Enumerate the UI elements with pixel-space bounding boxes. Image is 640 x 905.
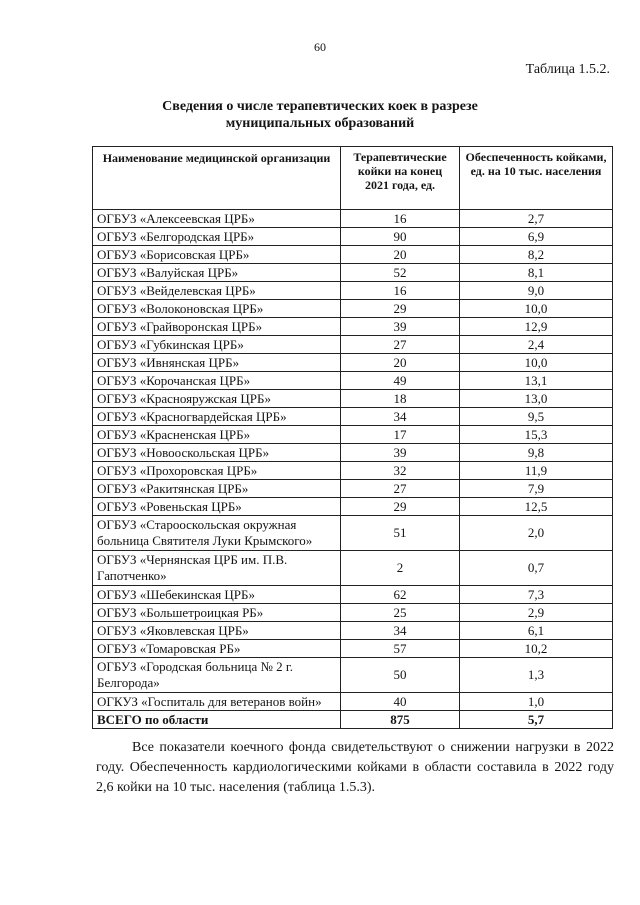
page-number: 60 bbox=[314, 40, 326, 54]
table-row bbox=[93, 354, 613, 372]
cell-name: ОГБУЗ «Ракитянская ЦРБ» bbox=[93, 480, 341, 498]
table-row bbox=[93, 516, 613, 551]
table-row bbox=[93, 640, 613, 658]
table-row bbox=[93, 693, 613, 711]
cell-beds: 18 bbox=[341, 390, 460, 408]
cell-beds: 40 bbox=[341, 693, 460, 711]
cell-name: ОГБУЗ «Старооскольская окружная больница Святителя Луки Крымского» bbox=[93, 516, 341, 551]
cell-name: ОГБУЗ «Вейделевская ЦРБ» bbox=[93, 282, 341, 300]
cell-beds: 51 bbox=[341, 516, 460, 551]
cell-ratio: 6,1 bbox=[460, 622, 613, 640]
cell-beds: 16 bbox=[341, 210, 460, 228]
table-row bbox=[93, 336, 613, 354]
cell-name: ОГБУЗ «Яковлевская ЦРБ» bbox=[93, 622, 341, 640]
cell-ratio: 2,0 bbox=[460, 516, 613, 551]
cell-ratio: 12,9 bbox=[460, 318, 613, 336]
beds-table bbox=[92, 146, 613, 729]
cell-beds: 34 bbox=[341, 408, 460, 426]
cell-name: ОГБУЗ «Красненская ЦРБ» bbox=[93, 426, 341, 444]
table-label: Таблица 1.5.2. bbox=[525, 62, 610, 77]
cell-name: ОГБУЗ «Грайворонская ЦРБ» bbox=[93, 318, 341, 336]
cell-name: ОГБУЗ «Шебекинская ЦРБ» bbox=[93, 586, 341, 604]
cell-ratio: 2,7 bbox=[460, 210, 613, 228]
cell-name: ОГБУЗ «Корочанская ЦРБ» bbox=[93, 372, 341, 390]
cell-name: ОГБУЗ «Алексеевская ЦРБ» bbox=[93, 210, 341, 228]
cell-ratio: 6,9 bbox=[460, 228, 613, 246]
table-row bbox=[93, 551, 613, 586]
cell-ratio: 2,4 bbox=[460, 336, 613, 354]
header-beds: Терапевтические койки на конец 2021 года, ед. bbox=[341, 147, 460, 210]
cell-beds: 29 bbox=[341, 498, 460, 516]
cell-name: ОГБУЗ «Ивнянская ЦРБ» bbox=[93, 354, 341, 372]
cell-beds: 39 bbox=[341, 318, 460, 336]
cell-name: ОГБУЗ «Краснояружская ЦРБ» bbox=[93, 390, 341, 408]
table-row bbox=[93, 282, 613, 300]
cell-beds: 90 bbox=[341, 228, 460, 246]
cell-name: ОГБУЗ «Большетроицкая РБ» bbox=[93, 604, 341, 622]
cell-beds: 25 bbox=[341, 604, 460, 622]
cell-ratio: 0,7 bbox=[460, 551, 613, 586]
cell-ratio: 10,0 bbox=[460, 300, 613, 318]
table-row bbox=[93, 480, 613, 498]
cell-name: ОГБУЗ «Томаровская РБ» bbox=[93, 640, 341, 658]
cell-ratio: 12,5 bbox=[460, 498, 613, 516]
cell-name: ОГБУЗ «Борисовская ЦРБ» bbox=[93, 246, 341, 264]
header-organization: Наименование медицинской организации bbox=[93, 147, 341, 210]
cell-name: ОГБУЗ «Волоконовская ЦРБ» bbox=[93, 300, 341, 318]
cell-name: ОГБУЗ «Городская больница № 2 г. Белгорода» bbox=[93, 658, 341, 693]
cell-name: ОГБУЗ «Губкинская ЦРБ» bbox=[93, 336, 341, 354]
table-row bbox=[93, 622, 613, 640]
cell-name: ОГКУЗ «Госпиталь для ветеранов войн» bbox=[93, 693, 341, 711]
table-row bbox=[93, 318, 613, 336]
cell-ratio: 9,8 bbox=[460, 444, 613, 462]
cell-beds: 27 bbox=[341, 336, 460, 354]
cell-ratio: 13,0 bbox=[460, 390, 613, 408]
cell-ratio: 8,2 bbox=[460, 246, 613, 264]
table-row bbox=[93, 462, 613, 480]
cell-ratio: 10,2 bbox=[460, 640, 613, 658]
table-row bbox=[93, 498, 613, 516]
cell-ratio: 9,5 bbox=[460, 408, 613, 426]
cell-name: ОГБУЗ «Прохоровская ЦРБ» bbox=[93, 462, 341, 480]
cell-name: ОГБУЗ «Валуйская ЦРБ» bbox=[93, 264, 341, 282]
cell-beds: 32 bbox=[341, 462, 460, 480]
table-total-row bbox=[93, 711, 613, 729]
table-header-row bbox=[93, 147, 613, 210]
cell-total-ratio: 5,7 bbox=[460, 711, 613, 729]
cell-beds: 17 bbox=[341, 426, 460, 444]
cell-total-label: ВСЕГО по области bbox=[93, 711, 341, 729]
cell-beds: 39 bbox=[341, 444, 460, 462]
cell-ratio: 13,1 bbox=[460, 372, 613, 390]
table-row bbox=[93, 264, 613, 282]
cell-beds: 50 bbox=[341, 658, 460, 693]
table-row bbox=[93, 372, 613, 390]
cell-beds: 20 bbox=[341, 354, 460, 372]
table-row bbox=[93, 210, 613, 228]
cell-beds: 27 bbox=[341, 480, 460, 498]
cell-name: ОГБУЗ «Чернянская ЦРБ им. П.В. Гапотченко» bbox=[93, 551, 341, 586]
cell-ratio: 10,0 bbox=[460, 354, 613, 372]
table-row bbox=[93, 444, 613, 462]
cell-beds: 49 bbox=[341, 372, 460, 390]
cell-ratio: 7,3 bbox=[460, 586, 613, 604]
cell-beds: 29 bbox=[341, 300, 460, 318]
table-row bbox=[93, 300, 613, 318]
cell-ratio: 15,3 bbox=[460, 426, 613, 444]
cell-beds: 57 bbox=[341, 640, 460, 658]
table-row bbox=[93, 246, 613, 264]
table-heading: Сведения о числе терапевтических коек в разрезе муниципальных образований bbox=[162, 99, 478, 131]
table-row bbox=[93, 408, 613, 426]
table-row bbox=[93, 586, 613, 604]
cell-ratio: 11,9 bbox=[460, 462, 613, 480]
table-row bbox=[93, 426, 613, 444]
cell-ratio: 8,1 bbox=[460, 264, 613, 282]
cell-beds: 62 bbox=[341, 586, 460, 604]
cell-ratio: 9,0 bbox=[460, 282, 613, 300]
body-paragraph: Все показатели коечного фонда свидетельствуют о снижении нагрузки в 2022 году. Обеспеченность кардиологическими койками в области составила в 2022 году 2,6 койки на 10 тыс. населения (таблица 1.5.3). bbox=[96, 740, 614, 795]
table-row bbox=[93, 604, 613, 622]
cell-name: ОГБУЗ «Белгородская ЦРБ» bbox=[93, 228, 341, 246]
cell-total-beds: 875 bbox=[341, 711, 460, 729]
cell-beds: 34 bbox=[341, 622, 460, 640]
cell-beds: 20 bbox=[341, 246, 460, 264]
table-row bbox=[93, 390, 613, 408]
cell-beds: 16 bbox=[341, 282, 460, 300]
table-row bbox=[93, 228, 613, 246]
cell-name: ОГБУЗ «Красногвардейская ЦРБ» bbox=[93, 408, 341, 426]
cell-ratio: 2,9 bbox=[460, 604, 613, 622]
cell-name: ОГБУЗ «Новооскольская ЦРБ» bbox=[93, 444, 341, 462]
cell-beds: 52 bbox=[341, 264, 460, 282]
cell-ratio: 1,3 bbox=[460, 658, 613, 693]
table-row bbox=[93, 658, 613, 693]
cell-beds: 2 bbox=[341, 551, 460, 586]
cell-ratio: 7,9 bbox=[460, 480, 613, 498]
header-ratio: Обеспеченность койками, ед. на 10 тыс. населения bbox=[460, 147, 613, 210]
cell-name: ОГБУЗ «Ровеньская ЦРБ» bbox=[93, 498, 341, 516]
cell-ratio: 1,0 bbox=[460, 693, 613, 711]
